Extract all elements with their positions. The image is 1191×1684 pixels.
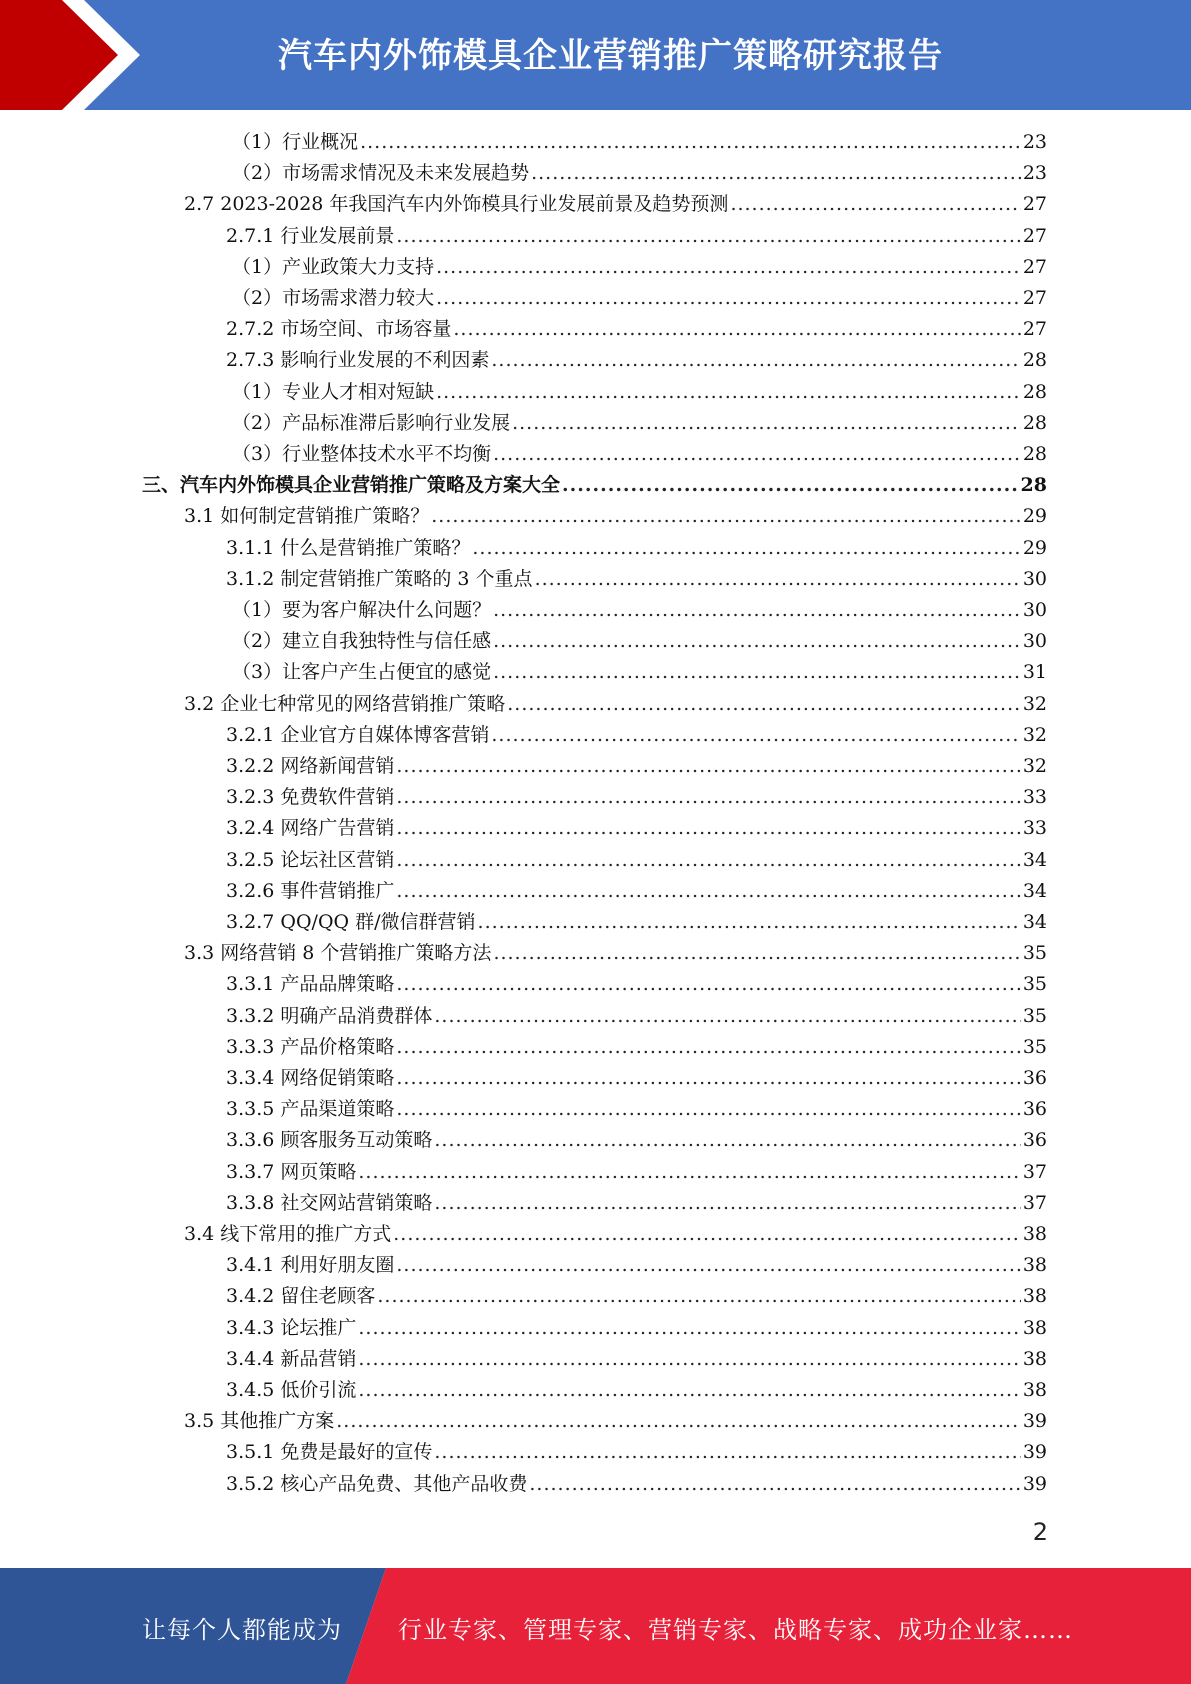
toc-entry-label: （2）产品标准滞后影响行业发展: [232, 411, 511, 434]
toc-leader-dots: [493, 595, 1021, 626]
toc-entry[interactable]: [226, 1125, 1047, 1156]
toc-leader-dots: [478, 907, 1021, 938]
toc-entry[interactable]: [226, 845, 1047, 876]
toc-leader-dots: [453, 314, 1020, 345]
toc-leader-dots: [512, 408, 1021, 439]
toc-leader-dots: [396, 876, 1020, 907]
toc-entry-page: 38: [1022, 1379, 1047, 1401]
toc-entry[interactable]: [226, 1250, 1047, 1281]
toc-entry[interactable]: [184, 689, 1047, 720]
toc-leader-dots: [472, 533, 1020, 564]
toc-leader-dots: [431, 501, 1021, 532]
toc-entry-label: 3.4 线下常用的推广方式: [184, 1223, 392, 1245]
toc-entry-page: 27: [1022, 224, 1047, 247]
toc-leader-dots: [434, 1125, 1020, 1156]
toc-leader-dots: [434, 1001, 1020, 1032]
toc-entry[interactable]: [226, 533, 1047, 564]
toc-entry-label: 3.2.6 事件营销推广: [226, 879, 395, 902]
toc-entry-page: 39: [1022, 1472, 1047, 1495]
toc-entry-label: 2.7.1 行业发展前景: [226, 224, 395, 247]
toc-entry[interactable]: [232, 377, 1047, 408]
toc-leader-dots: [396, 1032, 1020, 1063]
toc-entry-page: 33: [1022, 786, 1047, 809]
toc-entry[interactable]: [184, 1219, 1047, 1250]
toc-leader-dots: [358, 1157, 1020, 1188]
toc-entry-label: 3.5.1 免费是最好的宣传: [226, 1441, 433, 1464]
toc-leader-dots: [531, 158, 1021, 189]
toc-leader-dots: [434, 1437, 1020, 1468]
toc-entry[interactable]: [226, 782, 1047, 813]
toc-entry[interactable]: [226, 1469, 1047, 1500]
toc-entry[interactable]: [232, 283, 1047, 314]
toc-entry-page: 29: [1022, 536, 1047, 559]
toc-entry[interactable]: [226, 1281, 1047, 1312]
toc-entry[interactable]: [226, 1001, 1047, 1032]
toc-entry-page: 28: [1022, 411, 1047, 434]
toc-entry-page: 38: [1022, 1223, 1047, 1245]
toc-entry-label: 3.3.2 明确产品消费群体: [226, 1004, 433, 1027]
page-number: 2: [1032, 1518, 1048, 1546]
toc-entry-page: 32: [1022, 692, 1047, 715]
toc-entry-page: 30: [1022, 630, 1047, 653]
toc-entry-page: 35: [1022, 1004, 1047, 1027]
toc-entry[interactable]: [226, 751, 1047, 782]
toc-entry-page: 34: [1022, 848, 1047, 871]
toc-entry[interactable]: [232, 158, 1047, 189]
toc-entry[interactable]: [226, 1344, 1047, 1375]
toc-leader-dots: [507, 689, 1021, 720]
toc-entry-label: （3）行业整体技术水平不均衡: [232, 443, 492, 465]
toc-entry-label: 3.3.4 网络促销策略: [226, 1067, 395, 1089]
toc-leader-dots: [358, 1313, 1020, 1344]
toc-entry-page: 34: [1022, 879, 1047, 902]
toc-entry-label: 3.2.7 QQ/QQ 群/微信群营销: [226, 911, 476, 933]
toc-entry[interactable]: [232, 657, 1047, 688]
toc-entry-label: 2.7.2 市场空间、市场容量: [226, 318, 452, 341]
toc-entry[interactable]: [226, 1375, 1047, 1406]
toc-entry-label: 3.5 其他推广方案: [184, 1410, 335, 1433]
toc-entry[interactable]: [232, 439, 1047, 470]
toc-entry[interactable]: [226, 1063, 1047, 1094]
toc-entry-label: 3.1.1 什么是营销推广策略？: [226, 536, 471, 559]
toc-leader-dots: [358, 1344, 1020, 1375]
toc-leader-dots: [562, 470, 1019, 501]
toc-entry[interactable]: [226, 1313, 1047, 1344]
toc-entry-page: 30: [1022, 599, 1047, 621]
toc-entry-label: 3.2.1 企业官方自媒体博客营销: [226, 723, 490, 746]
toc-entry-label: （1）要为客户解决什么问题？: [232, 599, 492, 621]
toc-entry-label: （2）市场需求情况及未来发展趋势: [232, 162, 530, 185]
toc-entry[interactable]: [184, 938, 1047, 969]
toc-entry-page: 39: [1022, 1410, 1047, 1433]
toc-leader-dots: [358, 1375, 1020, 1406]
toc-entry-page: 27: [1022, 193, 1047, 216]
toc-entry-page: 23: [1022, 131, 1047, 153]
toc-entry[interactable]: [226, 1032, 1047, 1063]
toc-entry-label: （1）专业人才相对短缺: [232, 380, 435, 403]
toc-leader-dots: [396, 751, 1020, 782]
toc-entry-page: 27: [1022, 255, 1047, 278]
toc-entry-label: （2）建立自我独特性与信任感: [232, 630, 492, 653]
toc-leader-dots: [396, 221, 1020, 252]
toc-leader-dots: [529, 1469, 1020, 1500]
toc-entry-page: 27: [1022, 287, 1047, 309]
toc-entry-page: 33: [1022, 817, 1047, 840]
toc-leader-dots: [436, 252, 1021, 283]
toc-leader-dots: [393, 1219, 1021, 1250]
toc-entry-page: 39: [1022, 1441, 1047, 1464]
toc-entry-label: 3.3.7 网页策略: [226, 1160, 357, 1183]
toc-entry-label: 3.3.5 产品渠道策略: [226, 1098, 395, 1121]
toc-entry[interactable]: [226, 314, 1047, 345]
toc-entry[interactable]: [226, 876, 1047, 907]
toc-leader-dots: [436, 283, 1021, 314]
toc-leader-dots: [396, 1250, 1020, 1281]
toc-entry-page: 23: [1022, 162, 1047, 185]
toc-entry-label: （2）市场需求潜力较大: [232, 287, 435, 309]
toc-entry-page: 37: [1022, 1191, 1047, 1214]
toc-entry-page: 38: [1022, 1347, 1047, 1370]
toc-entry-page: 32: [1022, 723, 1047, 746]
toc-entry[interactable]: [232, 408, 1047, 439]
toc-entry-page: 38: [1022, 1254, 1047, 1277]
toc-entry[interactable]: [142, 470, 1047, 501]
toc-entry-label: 3.2.4 网络广告营销: [226, 817, 395, 840]
toc-entry[interactable]: [232, 252, 1047, 283]
toc-entry-label: 3.3.3 产品价格策略: [226, 1035, 395, 1058]
toc-entry-label: 3.2.5 论坛社区营销: [226, 848, 395, 871]
toc-entry[interactable]: [226, 1157, 1047, 1188]
toc-entry-label: （3）让客户产生占便宜的感觉: [232, 661, 492, 684]
toc-leader-dots: [491, 720, 1020, 751]
toc-entry[interactable]: [226, 1094, 1047, 1125]
toc-entry-label: 3.4.2 留住老顾客: [226, 1285, 376, 1308]
toc-entry[interactable]: [226, 720, 1047, 751]
toc-entry-label: 3.4.3 论坛推广: [226, 1316, 357, 1339]
toc-entry-label: 3.4.1 利用好朋友圈: [226, 1254, 395, 1277]
toc-entry[interactable]: [226, 221, 1047, 252]
toc-entry-label: 3.3 网络营销 8 个营销推广策略方法: [184, 942, 492, 965]
toc-leader-dots: [493, 626, 1021, 657]
toc-entry-page: 28: [1022, 349, 1047, 372]
toc-entry-label: （1）行业概况: [232, 131, 359, 153]
toc-entry[interactable]: [184, 501, 1047, 532]
toc-entry-page: 28: [1022, 443, 1047, 465]
toc-entry-page: 27: [1022, 318, 1047, 341]
toc-leader-dots: [493, 439, 1021, 470]
toc-entry[interactable]: [226, 1437, 1047, 1468]
toc-leader-dots: [377, 1281, 1020, 1312]
page-footer: [0, 1568, 1191, 1684]
toc-entry-page: 37: [1022, 1160, 1047, 1183]
toc-entry[interactable]: [226, 345, 1047, 376]
toc-entry-label: 3.5.2 核心产品免费、其他产品收费: [226, 1472, 528, 1495]
toc-entry-page: 35: [1022, 973, 1047, 996]
toc-entry[interactable]: [232, 127, 1047, 158]
toc-entry[interactable]: [226, 1188, 1047, 1219]
toc-entry[interactable]: [184, 189, 1047, 220]
toc-leader-dots: [493, 938, 1020, 969]
page-header: [0, 0, 1191, 110]
toc-entry-page: 29: [1022, 505, 1047, 528]
toc-entry-label: 3.1 如何制定营销推广策略？: [184, 505, 430, 528]
toc-entry-page: 38: [1022, 1316, 1047, 1339]
toc-leader-dots: [336, 1406, 1021, 1437]
toc-entry-page: 34: [1022, 911, 1047, 933]
toc-leader-dots: [491, 345, 1020, 376]
toc-entry-label: 3.2.2 网络新闻营销: [226, 755, 395, 777]
toc-entry-page: 36: [1022, 1129, 1047, 1152]
toc-entry-label: 3.3.1 产品品牌策略: [226, 973, 395, 996]
toc-entry[interactable]: [184, 1406, 1047, 1437]
toc-leader-dots: [396, 1063, 1020, 1094]
toc-entry-label: 3.2 企业七种常见的网络营销推广策略: [184, 692, 506, 715]
toc-entry[interactable]: [232, 595, 1047, 626]
toc-entry[interactable]: [226, 969, 1047, 1000]
toc-entry-label: 2.7 2023-2028 年我国汽车内外饰模具行业发展前景及趋势预测: [184, 193, 729, 216]
toc-leader-dots: [396, 782, 1020, 813]
toc-entry-label: （1）产业政策大力支持: [232, 255, 435, 278]
toc-leader-dots: [396, 845, 1020, 876]
toc-entry-page: 32: [1022, 755, 1047, 777]
toc-leader-dots: [360, 127, 1021, 158]
toc-entry-label: 3.2.3 免费软件营销: [226, 786, 395, 809]
report-title: 汽车内外饰模具企业营销推广策略研究报告: [278, 36, 943, 76]
toc-entry-page: 30: [1022, 567, 1047, 590]
toc-leader-dots: [730, 189, 1020, 220]
toc-entry-page: 36: [1022, 1067, 1047, 1089]
toc-entry-label: 2.7.3 影响行业发展的不利因素: [226, 349, 490, 372]
toc-entry-label: 三、汽车内外饰模具企业营销推广策略及方案大全: [142, 474, 561, 497]
toc-entry[interactable]: [232, 626, 1047, 657]
toc-entry-label: 3.4.5 低价引流: [226, 1379, 357, 1401]
toc-entry-label: 3.4.4 新品营销: [226, 1347, 357, 1370]
toc-entry-page: 38: [1022, 1285, 1047, 1308]
toc-entry-page: 35: [1022, 942, 1047, 965]
toc-entry[interactable]: [226, 907, 1047, 938]
toc-entry-page: 31: [1022, 661, 1047, 684]
toc-entry-label: 3.1.2 制定营销推广策略的 3 个重点: [226, 567, 533, 590]
toc-entry-page: 36: [1022, 1098, 1047, 1121]
footer-slogan-left: 让每个人都能成为: [142, 1616, 342, 1644]
footer-slogan-right: 行业专家、管理专家、营销专家、战略专家、成功企业家……: [398, 1616, 1073, 1644]
toc-leader-dots: [434, 1188, 1020, 1219]
toc-leader-dots: [436, 377, 1021, 408]
toc-entry[interactable]: [226, 564, 1047, 595]
toc-entry-label: 3.3.8 社交网站营销策略: [226, 1191, 433, 1214]
toc-entry-page: 35: [1022, 1035, 1047, 1058]
toc-leader-dots: [535, 564, 1021, 595]
toc-leader-dots: [396, 813, 1020, 844]
toc-entry-page: 28: [1022, 380, 1047, 403]
toc-leader-dots: [493, 657, 1021, 688]
toc-leader-dots: [396, 1094, 1020, 1125]
toc-entry-page: 28: [1020, 474, 1047, 497]
toc-leader-dots: [396, 969, 1020, 1000]
toc-entry[interactable]: [226, 813, 1047, 844]
toc-entry-label: 3.3.6 顾客服务互动策略: [226, 1129, 433, 1152]
